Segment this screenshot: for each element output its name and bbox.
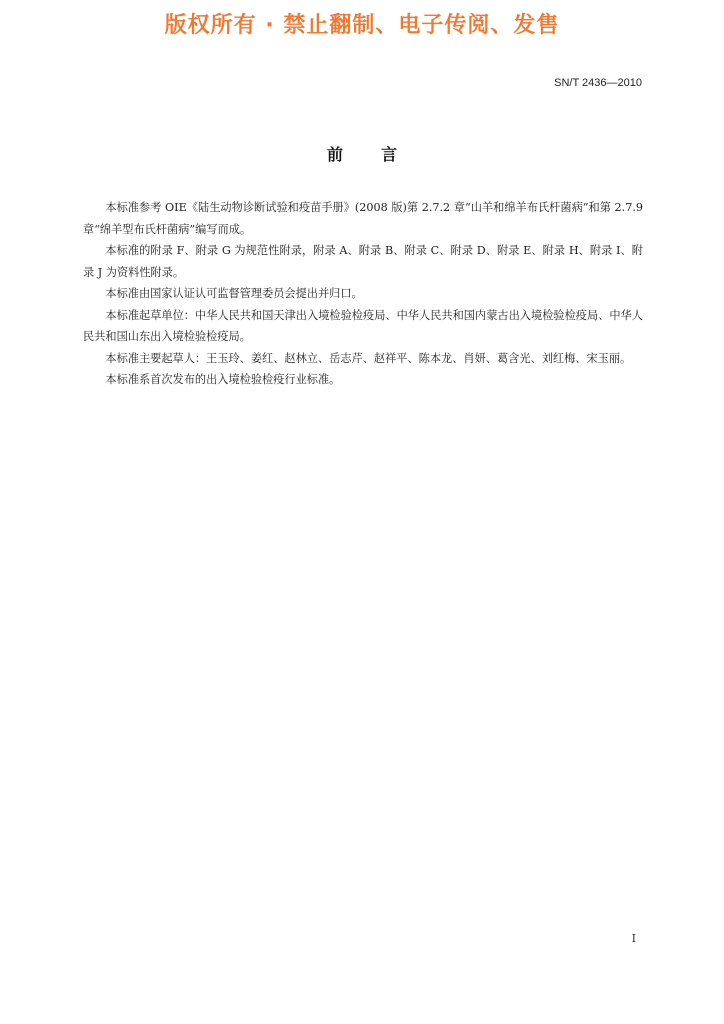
copyright-banner: 版权所有 · 禁止翻制、电子传阅、发售 [164, 13, 560, 38]
paragraph-drafters: 本标准主要起草人：王玉玲、姜红、赵林立、岳志芹、赵祥平、陈本龙、肖妍、葛含光、刘红梅、宋玉丽。 [105, 351, 632, 365]
standard-code: SN/T 2436—2010 [554, 77, 642, 89]
paragraph-proposer: 本标准由国家认证认可监督管理委员会提出并归口。 [105, 287, 363, 300]
paragraph-first-release: 本标准系首次发布的出入境检验检疫行业标准。 [105, 373, 341, 386]
paragraph-reference: 本标准参考 OIE《陆生动物诊断试验和疫苗手册》(2008 版)第 2.7.2 章“山羊和绵羊布氏杆菌病”和第 2.7.9 章“绵羊型布氏杆菌病”编写而成。 [83, 201, 643, 236]
page-title: 前言 [326, 145, 435, 164]
foreword-body [83, 197, 643, 391]
page-number: I [631, 932, 636, 945]
paragraph-drafting-units: 本标准起草单位：中华人民共和国天津出入境检验检疫局、中华人民共和国内蒙古出入境检验检疫局、中华人民共和国山东出入境检验检疫局。 [83, 308, 643, 343]
paragraph-appendices: 本标准的附录 F、附录 G 为规范性附录，附录 A、附录 B、附录 C、附录 D、附录 E、附录 H、附录 I、附录 J 为资料性附录。 [83, 244, 643, 279]
